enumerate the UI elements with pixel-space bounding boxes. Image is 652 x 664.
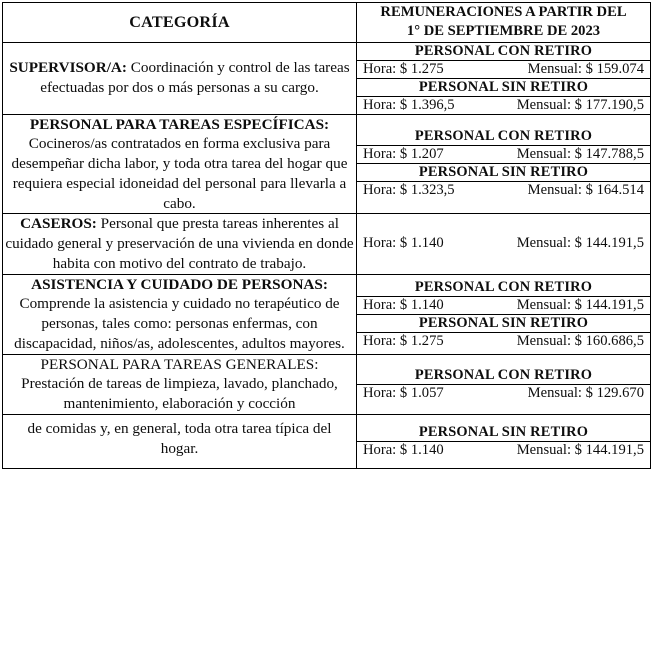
hora-value-con-retiro-tareas-generales: Hora: $ 1.057 xyxy=(363,384,444,401)
table-row xyxy=(3,414,651,469)
subheader-sin-retiro-supervisor: PERSONAL SIN RETIRO xyxy=(357,78,650,96)
pay-row-con-retiro-tareas-generales xyxy=(357,384,650,402)
category-cell-tareas-generales-top xyxy=(3,354,357,414)
mensual-value-sin-retiro-supervisor: Mensual: $ 177.190,5 xyxy=(516,96,644,113)
header-cell-categoria xyxy=(3,3,357,43)
category-description-tareas-generales-part2: de comidas y, en general, toda otra tarea típica del hogar. xyxy=(27,419,332,457)
subheader-con-retiro-tareas-especificas: PERSONAL CON RETIRO xyxy=(357,128,650,146)
hora-value-sin-retiro-supervisor: Hora: $ 1.396,5 xyxy=(363,96,455,113)
header-label-remuneraciones-line2: 1° DE SEPTIEMBRE DE 2023 xyxy=(406,23,601,40)
category-description-supervisor: Coordinación y control de las tareas efectuadas por dos o más personas a su cargo. xyxy=(40,59,350,96)
pay-row-con-retiro-supervisor xyxy=(357,60,650,78)
category-title-supervisor: SUPERVISOR/A: xyxy=(9,59,127,77)
table-row xyxy=(3,42,651,114)
category-title-tareas-generales: PERSONAL PARA TAREAS GENERALES: xyxy=(40,355,319,373)
subheader-sin-retiro-tareas-generales: PERSONAL SIN RETIRO xyxy=(357,424,650,442)
category-title-asistencia-cuidado: ASISTENCIA Y CUIDADO DE PERSONAS: xyxy=(31,275,328,293)
category-cell-asistencia-cuidado xyxy=(3,274,357,354)
hora-value-sin-retiro-tareas-generales: Hora: $ 1.140 xyxy=(363,442,444,458)
table-header-row xyxy=(3,3,651,43)
remuneration-cell-caseros xyxy=(357,214,651,274)
remuneration-cell-supervisor xyxy=(357,42,651,114)
pay-row-sin-retiro-tareas-especificas xyxy=(357,182,650,200)
subheader-sin-retiro-asistencia-cuidado: PERSONAL SIN RETIRO xyxy=(357,314,650,332)
hora-value-con-retiro-supervisor: Hora: $ 1.275 xyxy=(363,60,444,77)
category-description-tareas-generales-part1: Prestación de tareas de limpieza, lavado, planchado, mantenimiento, elaboración y cocción xyxy=(21,375,338,412)
category-cell-caseros xyxy=(3,214,357,274)
category-description-caseros: Personal que presta tareas inherentes al cuidado general y preservación de una vivienda en donde habita con motivo del contrato de trabajo. xyxy=(5,215,354,272)
mensual-value-con-retiro-asistencia-cuidado: Mensual: $ 144.191,5 xyxy=(516,296,644,313)
mensual-value-con-retiro-supervisor: Mensual: $ 159.074 xyxy=(527,60,644,77)
category-cell-tareas-especificas xyxy=(3,114,357,214)
hora-value-sin-retiro-asistencia-cuidado: Hora: $ 1.275 xyxy=(363,332,444,349)
pay-row-con-retiro-asistencia-cuidado xyxy=(357,296,650,314)
subheader-con-retiro-supervisor: PERSONAL CON RETIRO xyxy=(357,43,650,61)
remuneration-cell-tareas-generales-sin-retiro xyxy=(357,414,651,469)
hora-value-con-retiro-tareas-especificas: Hora: $ 1.207 xyxy=(363,146,444,163)
mensual-value-sin-retiro-asistencia-cuidado: Mensual: $ 160.686,5 xyxy=(516,332,644,349)
mensual-value-con-retiro-tareas-especificas: Mensual: $ 147.788,5 xyxy=(516,146,644,163)
pay-row-sin-retiro-supervisor xyxy=(357,96,650,114)
remuneration-cell-asistencia-cuidado xyxy=(357,274,651,354)
category-cell-tareas-generales-bottom xyxy=(3,414,357,469)
table-row xyxy=(3,274,651,354)
category-cell-supervisor xyxy=(3,42,357,114)
header-label-categoria: CATEGORÍA xyxy=(129,12,230,31)
mensual-value-sin-retiro-tareas-generales: Mensual: $ 144.191,5 xyxy=(516,442,644,458)
mensual-value-sin-retiro-tareas-especificas: Mensual: $ 164.514 xyxy=(527,182,644,199)
remuneration-cell-tareas-especificas xyxy=(357,114,651,214)
category-description-asistencia-cuidado: Comprende la asistencia y cuidado no terapéutico de personas, tales como: personas enfermas, con discapacidad, niños/as, adolescentes, adultos mayores. xyxy=(14,295,345,352)
pay-row-sin-retiro-asistencia-cuidado xyxy=(357,332,650,350)
table-row xyxy=(3,354,651,414)
table-row xyxy=(3,114,651,214)
pay-row-sin-retiro-tareas-generales xyxy=(357,442,650,460)
category-title-tareas-especificas: PERSONAL PARA TAREAS ESPECÍFICAS: xyxy=(29,115,330,133)
remuneration-table xyxy=(2,2,651,469)
header-label-remuneraciones-line1: REMUNERACIONES A PARTIR DEL xyxy=(380,4,627,20)
hora-value-caseros: Hora: $ 1.140 xyxy=(363,235,444,252)
hora-value-sin-retiro-tareas-especificas: Hora: $ 1.323,5 xyxy=(363,182,455,199)
pay-row-con-retiro-tareas-especificas xyxy=(357,146,650,164)
category-description-tareas-especificas: Cocineros/as contratados en forma exclusiva para desempeñar dicha labor, y toda otra tarea del hogar que requiera especial idoneidad del personal para llevarla a cabo. xyxy=(11,135,348,212)
subheader-con-retiro-tareas-generales: PERSONAL CON RETIRO xyxy=(357,367,650,385)
category-title-caseros: CASEROS: xyxy=(20,215,97,233)
mensual-value-caseros: Mensual: $ 144.191,5 xyxy=(516,235,644,252)
subheader-sin-retiro-tareas-especificas: PERSONAL SIN RETIRO xyxy=(357,164,650,182)
table-row xyxy=(3,214,651,274)
mensual-value-con-retiro-tareas-generales: Mensual: $ 129.670 xyxy=(527,384,644,401)
remuneration-cell-tareas-generales-con-retiro xyxy=(357,354,651,414)
subheader-con-retiro-asistencia-cuidado: PERSONAL CON RETIRO xyxy=(357,279,650,297)
hora-value-con-retiro-asistencia-cuidado: Hora: $ 1.140 xyxy=(363,296,444,313)
header-cell-remuneraciones xyxy=(357,3,651,43)
